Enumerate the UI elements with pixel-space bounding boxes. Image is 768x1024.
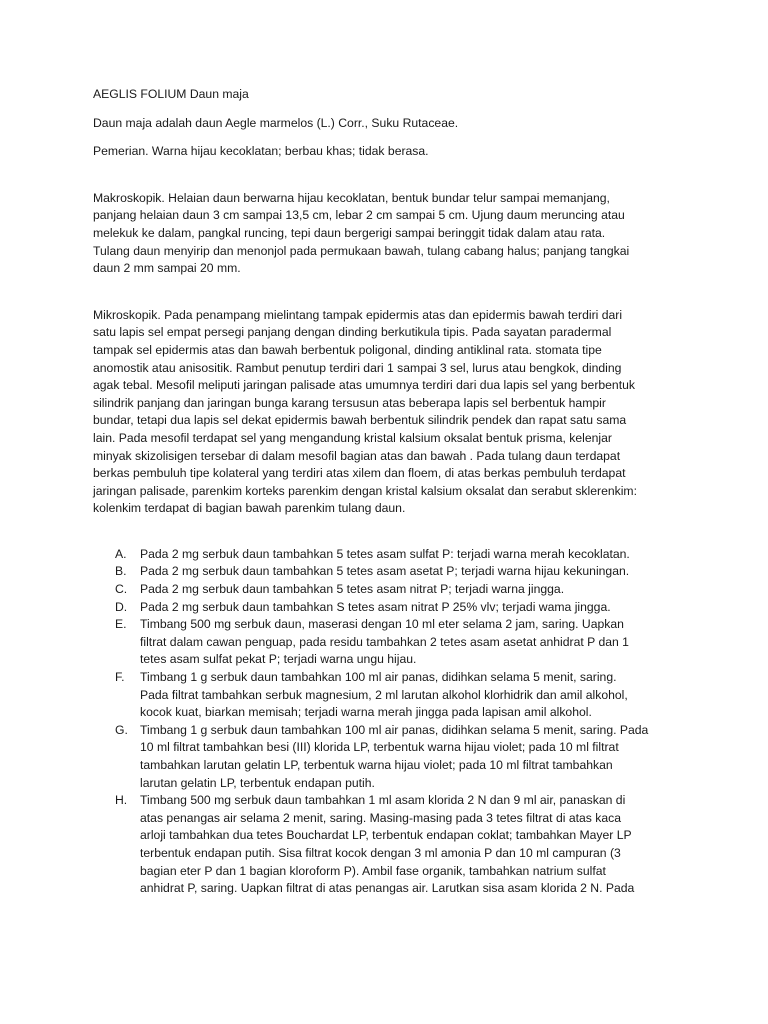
text-line: Timbang 1 g serbuk daun tambahkan 100 ml air panas, didihkan selama 5 menit, saring. bbox=[140, 670, 617, 685]
text-line: satu lapis sel empat persegi panjang dengan dinding berkutikula tipis. Pada sayatan paradermal bbox=[93, 325, 612, 340]
list-marker: C. bbox=[115, 582, 128, 597]
list-marker: H. bbox=[115, 793, 128, 808]
text-line: Timbang 1 g serbuk daun tambahkan 100 ml air panas, didihkan selama 5 menit, saring. Pada bbox=[140, 722, 649, 737]
document-body bbox=[93, 86, 683, 898]
text-line: Pada 2 mg serbuk daun tambahkan 5 tetes asam sulfat P: terjadi warna merah kecoklatan. bbox=[140, 546, 630, 561]
list-marker: D. bbox=[115, 599, 128, 614]
mikroskopik-paragraph bbox=[93, 307, 683, 518]
text-line: Makroskopik. Helaian daun berwarna hijau kecoklatan, bentuk bundar telur sampai memanjang, bbox=[93, 190, 610, 205]
pemerian-paragraph: Pemerian. Warna hijau kecoklatan; berbau khas; tidak berasa. bbox=[93, 144, 429, 159]
list-marker: G. bbox=[115, 722, 128, 737]
list-marker: A. bbox=[115, 546, 127, 561]
list-item bbox=[93, 599, 683, 617]
text-line: panjang helaian daun 3 cm sampai 13,5 cm, lebar 2 cm sampai 5 cm. Ujung daum meruncing atau bbox=[93, 208, 625, 223]
list-item bbox=[93, 563, 683, 581]
text-line: jaringan palisade, parenkim korteks parenkim dengan kristal kalsium oksalat dan serabut sklerenkim: bbox=[93, 483, 637, 498]
text-line: atas penangas air selama 2 menit, saring. Masing-masing pada 3 tetes filtrat di atas kaca bbox=[140, 810, 621, 825]
list-item bbox=[93, 546, 683, 564]
text-line: terbentuk endapan putih. Sisa filtrat kocok dengan 3 ml amonia P dan 10 ml campuran (3 bbox=[140, 845, 621, 860]
list-marker: F. bbox=[115, 670, 125, 685]
text-line: lain. Pada mesofil terdapat sel yang mengandung kristal kalsium oksalat bentuk prisma, kelenjar bbox=[93, 430, 612, 445]
text-line: Pada filtrat tambahkan serbuk magnesium, 2 ml larutan alkohol klorhidrik dan amil alkohol, bbox=[140, 687, 628, 702]
text-line: melekuk ke dalam, pangkal runcing, tepi daun bergerigi sampai beringgit tidak dalam atau rata. bbox=[93, 225, 606, 240]
text-line: Mikroskopik. Pada penampang mielintang tampak epidermis atas dan epidermis bawah terdiri dari bbox=[93, 307, 623, 322]
text-line: Pada 2 mg serbuk daun tambahkan 5 tetes asam asetat P; terjadi warna hijau kekuningan. bbox=[140, 564, 630, 579]
text-line: berkas pembuluh tipe kolateral yang terdiri atas xilem dan floem, di atas berkas pembuluh terdapat bbox=[93, 466, 626, 481]
document-title: AEGLIS FOLIUM Daun maja bbox=[93, 87, 249, 101]
list-item bbox=[93, 722, 683, 792]
text-line: larutan gelatin LP, terbentuk endapan putih. bbox=[140, 775, 375, 790]
text-line: arloji tambahkan dua tetes Bouchardat LP, terbentuk endapan coklat; tambahkan Mayer LP bbox=[140, 828, 632, 843]
identification-test-list bbox=[93, 546, 683, 898]
text-line: bagian eter P dan 1 bagian kloroform P). Ambil fase organik, tambahkan natrium sulfat bbox=[140, 863, 606, 878]
text-line: tampak sel epidermis atas dan bawah berbentuk poligonal, dinding antiklinal rata. stomata tipe bbox=[93, 342, 602, 357]
text-line: bundar, tetapi dua lapis sel dekat epidermis bawah berbentuk silindrik pendek dan rapat satu sama bbox=[93, 413, 627, 428]
makroskopik-paragraph bbox=[93, 190, 683, 278]
text-line: kocok kuat, biarkan memisah; terjadi warna merah jingga pada lapisan amil alkohol. bbox=[140, 705, 592, 720]
text-line: 10 ml filtrat tambahkan besi (III) klorida LP, terbentuk warna hijau violet; pada 10 ml filtrat bbox=[140, 740, 619, 755]
list-item bbox=[93, 792, 683, 898]
text-line: silindrik panjang dan jaringan bunga karang tersusun atas beberapa lapis sel berbentuk hampir bbox=[93, 395, 606, 410]
text-line: Timbang 500 mg serbuk daun tambahkan 1 ml asam klorida 2 N dan 9 ml air, panaskan di bbox=[140, 793, 626, 808]
list-marker: B. bbox=[115, 564, 127, 579]
text-line: Timbang 500 mg serbuk daun, maserasi dengan 10 ml eter selama 2 jam, saring. Uapkan bbox=[140, 617, 624, 632]
intro-paragraph: Daun maja adalah daun Aegle marmelos (L.) Corr., Suku Rutaceae. bbox=[93, 115, 459, 130]
text-line: agak tebal. Mesofil meliputi jaringan palisade atas umumnya terdiri dari dua lapis sel yang berbentuk bbox=[93, 378, 635, 393]
list-item bbox=[93, 616, 683, 669]
text-line: filtrat dalam cawan penguap, pada residu tambahkan 2 tetes asam asetat anhidrat P dan 1 bbox=[140, 634, 629, 649]
text-line: tetes asam sulfat pekat P; terjadi warna ungu hijau. bbox=[140, 652, 417, 667]
list-marker: E. bbox=[115, 617, 127, 632]
text-line: anhidrat P, saring. Uapkan filtrat di atas penangas air. Larutkan sisa asam klorida 2 N. Pada bbox=[140, 881, 635, 896]
text-line: anomostik atau anisositik. Rambut penutup terdiri dari 1 sampai 3 sel, lurus atau bengkok, dinding bbox=[93, 360, 622, 375]
text-line: Pada 2 mg serbuk daun tambahkan 5 tetes asam nitrat P; terjadi warna jingga. bbox=[140, 582, 565, 597]
text-line: kolenkim terdapat di bagian bawah parenkim tulang daun. bbox=[93, 501, 406, 516]
list-item bbox=[93, 669, 683, 722]
text-line: tambahkan larutan gelatin LP, terbentuk warna hijau violet; pada 10 ml filtrat tambahkan bbox=[140, 758, 613, 772]
text-line: Pada 2 mg serbuk daun tambahkan S tetes asam nitrat P 25% vlv; terjadi wama jingga. bbox=[140, 599, 611, 614]
text-line: Tulang daun menyirip dan menonjol pada permukaan bawah, tulang cabang halus; panjang tangkai bbox=[93, 243, 630, 258]
text-line: daun 2 mm sampai 20 mm. bbox=[93, 261, 241, 276]
text-line: minyak skizolisigen tersebar di dalam mesofil bagian atas dan bawah . Pada tulang daun terdapat bbox=[93, 448, 621, 463]
list-item bbox=[93, 581, 683, 599]
